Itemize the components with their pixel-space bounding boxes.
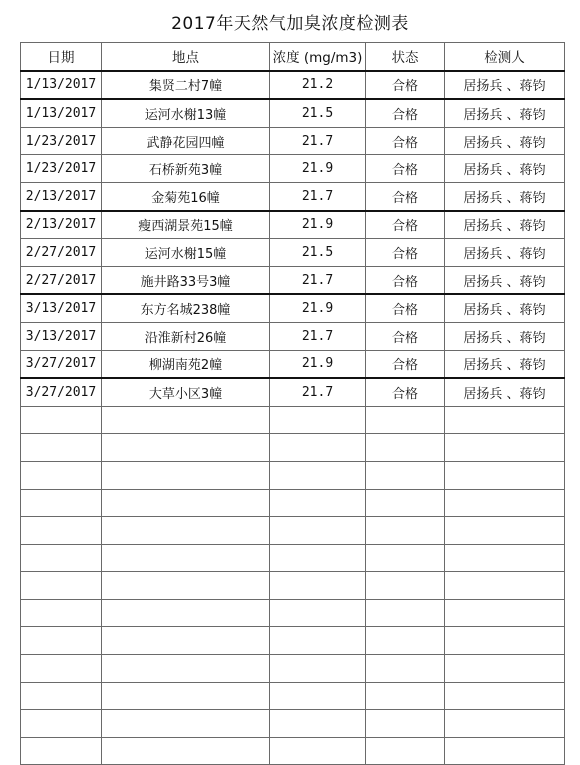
empty-cell[interactable] — [270, 655, 366, 683]
table-row — [21, 378, 565, 406]
cell-concentration[interactable]: 21.9 — [270, 211, 366, 239]
cell-concentration[interactable]: 21.5 — [270, 99, 366, 127]
empty-cell[interactable] — [102, 406, 270, 434]
empty-cell[interactable] — [366, 655, 445, 683]
cell-location[interactable]: 运河水榭15幢 — [102, 239, 270, 267]
cell-location[interactable]: 运河水榭13幢 — [102, 99, 270, 127]
empty-cell[interactable] — [445, 406, 565, 434]
empty-cell[interactable] — [445, 599, 565, 627]
cell-date[interactable]: 2/13/2017 — [21, 211, 102, 239]
cell-date[interactable]: 1/13/2017 — [21, 99, 102, 127]
empty-cell[interactable] — [270, 627, 366, 655]
table-row — [21, 294, 565, 322]
empty-cell[interactable] — [21, 572, 102, 600]
empty-cell[interactable] — [270, 737, 366, 765]
cell-inspector[interactable]: 居扬兵 、蒋钧 — [445, 322, 565, 350]
cell-date[interactable]: 1/23/2017 — [21, 127, 102, 155]
cell-date[interactable]: 3/13/2017 — [21, 322, 102, 350]
empty-cell[interactable] — [366, 517, 445, 545]
table-row — [21, 182, 565, 210]
empty-row — [21, 710, 565, 738]
cell-concentration[interactable]: 21.7 — [270, 127, 366, 155]
cell-inspector[interactable]: 居扬兵 、蒋钧 — [445, 182, 565, 210]
empty-cell[interactable] — [366, 627, 445, 655]
table-row — [21, 350, 565, 378]
cell-date[interactable]: 2/27/2017 — [21, 239, 102, 267]
cell-concentration[interactable]: 21.2 — [270, 71, 366, 100]
empty-cell[interactable] — [366, 461, 445, 489]
table-row — [21, 211, 565, 239]
empty-cell[interactable] — [270, 489, 366, 517]
table-row — [21, 127, 565, 155]
empty-cell[interactable] — [366, 434, 445, 462]
empty-row — [21, 599, 565, 627]
cell-concentration[interactable]: 21.7 — [270, 182, 366, 210]
empty-cell[interactable] — [270, 544, 366, 572]
cell-status[interactable]: 合格 — [366, 155, 445, 183]
empty-cell[interactable] — [445, 655, 565, 683]
empty-cell[interactable] — [102, 517, 270, 545]
cell-inspector[interactable]: 居扬兵 、蒋钧 — [445, 294, 565, 322]
empty-cell[interactable] — [445, 489, 565, 517]
empty-row — [21, 737, 565, 765]
cell-concentration[interactable]: 21.7 — [270, 322, 366, 350]
empty-cell[interactable] — [366, 737, 445, 765]
empty-cell[interactable] — [102, 572, 270, 600]
empty-cell[interactable] — [445, 544, 565, 572]
table-row — [21, 266, 565, 294]
cell-location[interactable]: 沿淮新村26幢 — [102, 322, 270, 350]
cell-inspector[interactable]: 居扬兵 、蒋钧 — [445, 239, 565, 267]
empty-cell[interactable] — [102, 627, 270, 655]
cell-status[interactable]: 合格 — [366, 239, 445, 267]
empty-row — [21, 544, 565, 572]
empty-row — [21, 517, 565, 545]
empty-cell[interactable] — [366, 599, 445, 627]
empty-cell[interactable] — [270, 406, 366, 434]
table-body — [21, 71, 565, 765]
empty-cell[interactable] — [445, 572, 565, 600]
empty-cell[interactable] — [102, 461, 270, 489]
cell-inspector[interactable]: 居扬兵 、蒋钧 — [445, 155, 565, 183]
empty-row — [21, 489, 565, 517]
cell-location[interactable]: 施井路33号3幢 — [102, 266, 270, 294]
cell-status[interactable]: 合格 — [366, 127, 445, 155]
empty-cell[interactable] — [102, 489, 270, 517]
empty-cell[interactable] — [445, 682, 565, 710]
cell-inspector[interactable]: 居扬兵 、蒋钧 — [445, 71, 565, 100]
table-row — [21, 155, 565, 183]
empty-cell[interactable] — [366, 572, 445, 600]
empty-cell[interactable] — [270, 710, 366, 738]
table-row — [21, 239, 565, 267]
cell-status[interactable]: 合格 — [366, 99, 445, 127]
empty-cell[interactable] — [445, 627, 565, 655]
cell-concentration[interactable]: 21.7 — [270, 378, 366, 406]
cell-date[interactable]: 2/27/2017 — [21, 266, 102, 294]
cell-concentration[interactable]: 21.9 — [270, 155, 366, 183]
cell-location[interactable]: 石桥新苑3幢 — [102, 155, 270, 183]
empty-row — [21, 572, 565, 600]
cell-date[interactable]: 1/23/2017 — [21, 155, 102, 183]
cell-location[interactable]: 武静花园四幢 — [102, 127, 270, 155]
empty-cell[interactable] — [21, 737, 102, 765]
cell-date[interactable]: 3/27/2017 — [21, 378, 102, 406]
empty-cell[interactable] — [21, 406, 102, 434]
header-location[interactable]: 地点 — [102, 43, 270, 71]
cell-location[interactable]: 金菊苑16幢 — [102, 182, 270, 210]
empty-cell[interactable] — [366, 682, 445, 710]
header-row — [21, 43, 565, 71]
cell-concentration[interactable]: 21.9 — [270, 350, 366, 378]
empty-cell[interactable] — [102, 710, 270, 738]
empty-cell[interactable] — [445, 710, 565, 738]
empty-cell[interactable] — [270, 682, 366, 710]
empty-cell[interactable] — [21, 599, 102, 627]
empty-cell[interactable] — [270, 461, 366, 489]
empty-cell[interactable] — [102, 655, 270, 683]
table-row — [21, 71, 565, 100]
empty-row — [21, 434, 565, 462]
cell-date[interactable]: 1/13/2017 — [21, 71, 102, 100]
inspection-table — [20, 42, 565, 765]
cell-inspector[interactable]: 居扬兵 、蒋钧 — [445, 350, 565, 378]
cell-inspector[interactable]: 居扬兵 、蒋钧 — [445, 266, 565, 294]
cell-location[interactable]: 柳湖南苑2幢 — [102, 350, 270, 378]
cell-status[interactable]: 合格 — [366, 322, 445, 350]
cell-inspector[interactable]: 居扬兵 、蒋钧 — [445, 99, 565, 127]
empty-cell[interactable] — [445, 461, 565, 489]
empty-cell[interactable] — [366, 489, 445, 517]
empty-cell[interactable] — [445, 434, 565, 462]
cell-concentration[interactable]: 21.5 — [270, 239, 366, 267]
header-status[interactable]: 状态 — [366, 43, 445, 71]
header-inspector[interactable]: 检测人 — [445, 43, 565, 71]
cell-inspector[interactable]: 居扬兵 、蒋钧 — [445, 127, 565, 155]
empty-cell[interactable] — [445, 737, 565, 765]
table-row — [21, 322, 565, 350]
empty-cell[interactable] — [21, 655, 102, 683]
empty-cell[interactable] — [21, 627, 102, 655]
cell-status[interactable]: 合格 — [366, 294, 445, 322]
empty-row — [21, 682, 565, 710]
cell-inspector[interactable]: 居扬兵 、蒋钧 — [445, 378, 565, 406]
cell-location[interactable]: 集贤二村7幢 — [102, 71, 270, 100]
table-title: 2017年天然气加臭浓度检测表 — [171, 14, 409, 34]
empty-cell[interactable] — [21, 682, 102, 710]
empty-cell[interactable] — [270, 517, 366, 545]
empty-cell[interactable] — [21, 544, 102, 572]
cell-status[interactable]: 合格 — [366, 350, 445, 378]
empty-cell[interactable] — [270, 434, 366, 462]
cell-status[interactable]: 合格 — [366, 182, 445, 210]
cell-location[interactable]: 东方名城238幢 — [102, 294, 270, 322]
empty-cell[interactable] — [366, 544, 445, 572]
cell-status[interactable]: 合格 — [366, 266, 445, 294]
empty-cell[interactable] — [270, 572, 366, 600]
empty-cell[interactable] — [366, 406, 445, 434]
cell-concentration[interactable]: 21.7 — [270, 266, 366, 294]
cell-inspector[interactable]: 居扬兵 、蒋钧 — [445, 211, 565, 239]
cell-status[interactable]: 合格 — [366, 71, 445, 100]
empty-row — [21, 627, 565, 655]
empty-cell[interactable] — [21, 710, 102, 738]
empty-cell[interactable] — [102, 544, 270, 572]
cell-date[interactable]: 3/13/2017 — [21, 294, 102, 322]
header-date[interactable]: 日期 — [21, 43, 102, 71]
empty-cell[interactable] — [102, 737, 270, 765]
empty-cell[interactable] — [21, 517, 102, 545]
cell-date[interactable]: 3/27/2017 — [21, 350, 102, 378]
empty-row — [21, 655, 565, 683]
cell-status[interactable]: 合格 — [366, 378, 445, 406]
empty-cell[interactable] — [21, 461, 102, 489]
empty-cell[interactable] — [21, 489, 102, 517]
cell-date[interactable]: 2/13/2017 — [21, 182, 102, 210]
header-concentration[interactable]: 浓度 (mg/m3) — [270, 43, 366, 71]
empty-cell[interactable] — [270, 599, 366, 627]
table-row — [21, 99, 565, 127]
empty-cell[interactable] — [21, 434, 102, 462]
empty-cell[interactable] — [366, 710, 445, 738]
cell-location[interactable]: 大草小区3幢 — [102, 378, 270, 406]
empty-cell[interactable] — [102, 682, 270, 710]
cell-location[interactable]: 瘦西湖景苑15幢 — [102, 211, 270, 239]
empty-row — [21, 461, 565, 489]
cell-concentration[interactable]: 21.9 — [270, 294, 366, 322]
empty-cell[interactable] — [445, 517, 565, 545]
cell-status[interactable]: 合格 — [366, 211, 445, 239]
empty-cell[interactable] — [102, 434, 270, 462]
empty-cell[interactable] — [102, 599, 270, 627]
empty-row — [21, 406, 565, 434]
